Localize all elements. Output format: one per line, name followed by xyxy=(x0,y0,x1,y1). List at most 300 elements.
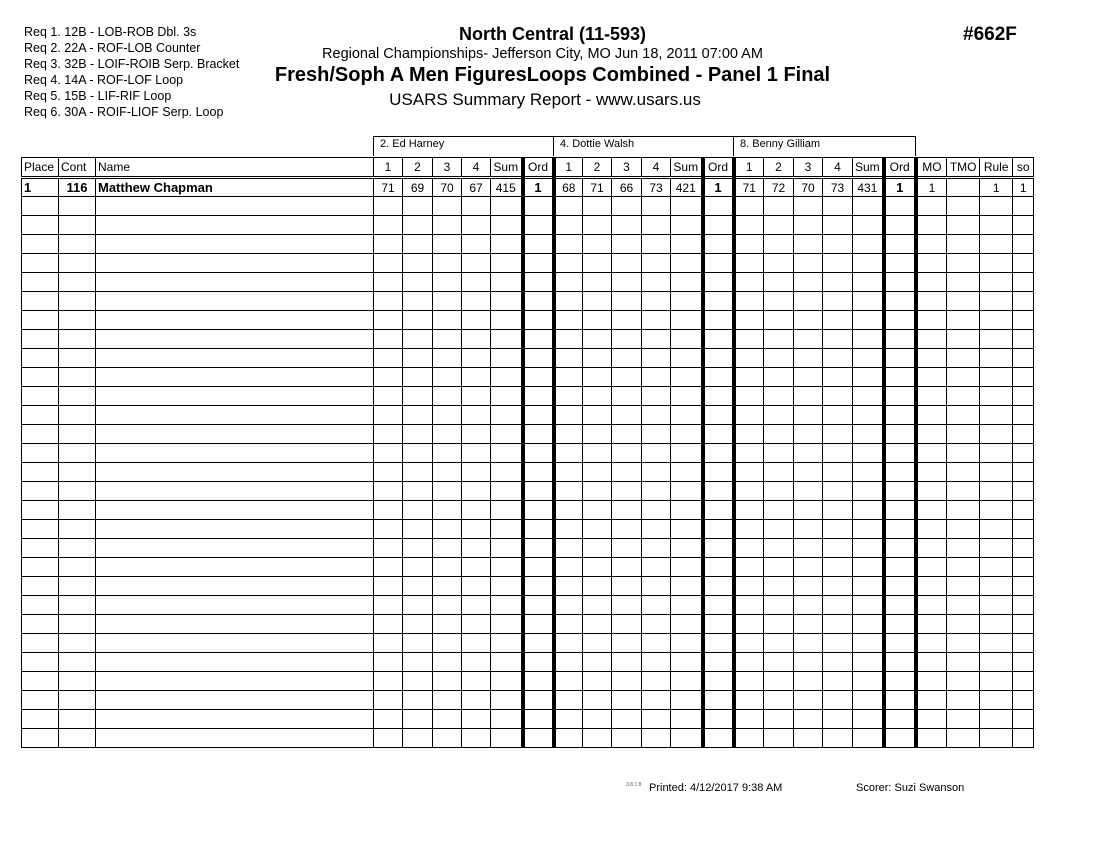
empty-cell xyxy=(96,444,374,463)
empty-cell xyxy=(433,273,462,292)
table-row xyxy=(22,482,1034,501)
empty-cell xyxy=(433,634,462,653)
empty-cell xyxy=(823,596,853,615)
empty-cell xyxy=(884,311,916,330)
empty-cell xyxy=(916,634,947,653)
empty-cell xyxy=(916,425,947,444)
empty-cell xyxy=(734,235,764,254)
empty-cell xyxy=(583,292,612,311)
empty-cell xyxy=(462,501,491,520)
empty-cell xyxy=(734,330,764,349)
empty-cell xyxy=(916,387,947,406)
empty-cell xyxy=(612,349,642,368)
empty-cell xyxy=(59,216,96,235)
empty-cell xyxy=(22,463,59,482)
empty-cell xyxy=(734,368,764,387)
judge-header-2: 4. Dottie Walsh xyxy=(553,136,734,156)
empty-cell xyxy=(980,596,1013,615)
empty-cell xyxy=(947,273,980,292)
empty-cell xyxy=(703,444,734,463)
empty-cell xyxy=(403,387,433,406)
empty-cell xyxy=(671,311,703,330)
empty-cell xyxy=(703,558,734,577)
empty-cell xyxy=(734,501,764,520)
empty-cell xyxy=(671,216,703,235)
empty-cell xyxy=(794,197,823,216)
empty-cell xyxy=(433,444,462,463)
empty-cell xyxy=(612,596,642,615)
j3-sum: 431 xyxy=(853,178,884,197)
table-row xyxy=(22,634,1034,653)
table-row xyxy=(22,254,1034,273)
empty-cell xyxy=(433,520,462,539)
empty-cell xyxy=(433,330,462,349)
empty-cell xyxy=(374,425,403,444)
empty-cell xyxy=(59,387,96,406)
empty-cell xyxy=(433,368,462,387)
table-row xyxy=(22,463,1034,482)
empty-cell xyxy=(612,368,642,387)
empty-cell xyxy=(734,729,764,748)
empty-cell xyxy=(794,634,823,653)
empty-cell xyxy=(671,425,703,444)
empty-cell xyxy=(764,615,794,634)
empty-cell xyxy=(583,634,612,653)
col-j1-ord: Ord xyxy=(523,158,554,178)
empty-cell xyxy=(947,710,980,729)
col-j2-3: 3 xyxy=(612,158,642,178)
empty-cell xyxy=(671,672,703,691)
empty-cell xyxy=(734,672,764,691)
col-j3-2: 2 xyxy=(764,158,794,178)
empty-cell xyxy=(403,254,433,273)
col-j3-1: 1 xyxy=(734,158,764,178)
empty-cell xyxy=(980,615,1013,634)
empty-cell xyxy=(523,596,554,615)
table-row xyxy=(22,539,1034,558)
empty-cell xyxy=(462,653,491,672)
empty-cell xyxy=(703,235,734,254)
empty-cell xyxy=(612,691,642,710)
empty-cell xyxy=(612,501,642,520)
empty-cell xyxy=(374,254,403,273)
empty-cell xyxy=(1013,691,1034,710)
empty-cell xyxy=(764,425,794,444)
empty-cell xyxy=(980,254,1013,273)
empty-cell xyxy=(980,729,1013,748)
table-row xyxy=(22,330,1034,349)
empty-cell xyxy=(823,444,853,463)
empty-cell xyxy=(433,311,462,330)
empty-cell xyxy=(22,615,59,634)
empty-cell xyxy=(22,634,59,653)
empty-cell xyxy=(491,596,523,615)
empty-cell xyxy=(59,425,96,444)
empty-cell xyxy=(794,577,823,596)
empty-cell xyxy=(884,729,916,748)
empty-cell xyxy=(433,691,462,710)
empty-cell xyxy=(583,425,612,444)
empty-cell xyxy=(671,634,703,653)
empty-cell xyxy=(734,406,764,425)
empty-cell xyxy=(22,596,59,615)
empty-cell xyxy=(916,235,947,254)
empty-cell xyxy=(554,311,583,330)
empty-cell xyxy=(642,539,671,558)
empty-cell xyxy=(794,463,823,482)
empty-cell xyxy=(916,330,947,349)
empty-cell xyxy=(980,634,1013,653)
col-cont: Cont xyxy=(59,158,96,178)
empty-cell xyxy=(734,615,764,634)
empty-cell xyxy=(703,463,734,482)
empty-cell xyxy=(884,539,916,558)
empty-cell xyxy=(403,235,433,254)
empty-cell xyxy=(491,520,523,539)
empty-cell xyxy=(703,520,734,539)
empty-cell xyxy=(764,501,794,520)
empty-cell xyxy=(916,254,947,273)
j2-score-4: 73 xyxy=(642,178,671,197)
empty-cell xyxy=(612,653,642,672)
table-row xyxy=(22,672,1034,691)
empty-cell xyxy=(823,463,853,482)
empty-rows xyxy=(22,197,1034,748)
rule-cell: 1 xyxy=(980,178,1013,197)
empty-cell xyxy=(884,216,916,235)
empty-cell xyxy=(853,254,884,273)
col-j2-ord: Ord xyxy=(703,158,734,178)
empty-cell xyxy=(794,501,823,520)
empty-cell xyxy=(59,672,96,691)
empty-cell xyxy=(853,520,884,539)
table-row xyxy=(22,615,1034,634)
empty-cell xyxy=(491,425,523,444)
empty-cell xyxy=(947,539,980,558)
empty-cell xyxy=(59,710,96,729)
empty-cell xyxy=(980,330,1013,349)
empty-cell xyxy=(884,368,916,387)
empty-cell xyxy=(96,539,374,558)
empty-cell xyxy=(794,596,823,615)
empty-cell xyxy=(884,254,916,273)
empty-cell xyxy=(947,615,980,634)
empty-cell xyxy=(794,672,823,691)
empty-cell xyxy=(612,235,642,254)
empty-cell xyxy=(703,672,734,691)
empty-cell xyxy=(980,273,1013,292)
empty-cell xyxy=(374,349,403,368)
empty-cell xyxy=(554,520,583,539)
empty-cell xyxy=(433,539,462,558)
empty-cell xyxy=(884,235,916,254)
empty-cell xyxy=(59,558,96,577)
empty-cell xyxy=(980,311,1013,330)
empty-cell xyxy=(853,710,884,729)
empty-cell xyxy=(612,216,642,235)
empty-cell xyxy=(403,558,433,577)
empty-cell xyxy=(703,406,734,425)
empty-cell xyxy=(947,425,980,444)
empty-cell xyxy=(947,235,980,254)
j2-score-1: 68 xyxy=(554,178,583,197)
empty-cell xyxy=(734,292,764,311)
empty-cell xyxy=(583,330,612,349)
j1-score-4: 67 xyxy=(462,178,491,197)
empty-cell xyxy=(642,216,671,235)
empty-cell xyxy=(947,482,980,501)
empty-cell xyxy=(884,672,916,691)
empty-cell xyxy=(403,539,433,558)
empty-cell xyxy=(1013,406,1034,425)
empty-cell xyxy=(523,634,554,653)
empty-cell xyxy=(59,520,96,539)
empty-cell xyxy=(853,368,884,387)
empty-cell xyxy=(823,273,853,292)
empty-cell xyxy=(491,216,523,235)
empty-cell xyxy=(703,596,734,615)
empty-cell xyxy=(612,520,642,539)
empty-cell xyxy=(554,501,583,520)
empty-cell xyxy=(884,349,916,368)
empty-cell xyxy=(642,330,671,349)
empty-cell xyxy=(96,292,374,311)
empty-cell xyxy=(462,216,491,235)
empty-cell xyxy=(374,330,403,349)
table-row xyxy=(22,501,1034,520)
empty-cell xyxy=(491,634,523,653)
empty-cell xyxy=(764,539,794,558)
empty-cell xyxy=(853,387,884,406)
empty-cell xyxy=(523,577,554,596)
empty-cell xyxy=(703,368,734,387)
empty-cell xyxy=(59,539,96,558)
empty-cell xyxy=(764,520,794,539)
empty-cell xyxy=(947,197,980,216)
empty-cell xyxy=(612,273,642,292)
empty-cell xyxy=(22,387,59,406)
empty-cell xyxy=(1013,387,1034,406)
empty-cell xyxy=(916,691,947,710)
empty-cell xyxy=(764,444,794,463)
empty-cell xyxy=(523,482,554,501)
empty-cell xyxy=(884,501,916,520)
empty-cell xyxy=(764,577,794,596)
empty-cell xyxy=(59,292,96,311)
empty-cell xyxy=(462,596,491,615)
empty-cell xyxy=(491,311,523,330)
empty-cell xyxy=(916,216,947,235)
empty-cell xyxy=(583,254,612,273)
empty-cell xyxy=(554,273,583,292)
table-row xyxy=(22,311,1034,330)
empty-cell xyxy=(916,539,947,558)
empty-cell xyxy=(823,235,853,254)
col-place: Place xyxy=(22,158,59,178)
empty-cell xyxy=(947,254,980,273)
empty-cell xyxy=(462,349,491,368)
empty-cell xyxy=(734,577,764,596)
empty-cell xyxy=(671,444,703,463)
empty-cell xyxy=(22,425,59,444)
empty-cell xyxy=(403,216,433,235)
j2-score-2: 71 xyxy=(583,178,612,197)
empty-cell xyxy=(22,406,59,425)
empty-cell xyxy=(764,653,794,672)
empty-cell xyxy=(734,710,764,729)
empty-cell xyxy=(642,691,671,710)
col-tmo: TMO xyxy=(947,158,980,178)
empty-cell xyxy=(884,330,916,349)
empty-cell xyxy=(96,273,374,292)
empty-cell xyxy=(853,463,884,482)
col-j3-ord: Ord xyxy=(884,158,916,178)
empty-cell xyxy=(554,216,583,235)
empty-cell xyxy=(583,558,612,577)
empty-cell xyxy=(764,330,794,349)
empty-cell xyxy=(947,501,980,520)
empty-cell xyxy=(59,406,96,425)
empty-cell xyxy=(823,653,853,672)
empty-cell xyxy=(523,311,554,330)
empty-cell xyxy=(583,235,612,254)
empty-cell xyxy=(703,197,734,216)
empty-cell xyxy=(853,349,884,368)
empty-cell xyxy=(947,216,980,235)
empty-cell xyxy=(374,311,403,330)
empty-cell xyxy=(1013,596,1034,615)
empty-cell xyxy=(794,425,823,444)
empty-cell xyxy=(433,387,462,406)
empty-cell xyxy=(96,672,374,691)
empty-cell xyxy=(462,577,491,596)
mo-cell: 1 xyxy=(916,178,947,197)
empty-cell xyxy=(403,197,433,216)
table-row xyxy=(22,216,1034,235)
empty-cell xyxy=(823,577,853,596)
empty-cell xyxy=(703,691,734,710)
empty-cell xyxy=(916,349,947,368)
empty-cell xyxy=(462,387,491,406)
empty-cell xyxy=(59,349,96,368)
empty-cell xyxy=(947,596,980,615)
empty-cell xyxy=(403,653,433,672)
event-number: #662F xyxy=(963,24,1017,45)
empty-cell xyxy=(374,292,403,311)
empty-cell xyxy=(823,311,853,330)
empty-cell xyxy=(642,501,671,520)
empty-cell xyxy=(22,197,59,216)
empty-cell xyxy=(703,216,734,235)
empty-cell xyxy=(671,596,703,615)
empty-cell xyxy=(462,615,491,634)
empty-cell xyxy=(583,482,612,501)
empty-cell xyxy=(374,482,403,501)
empty-cell xyxy=(980,539,1013,558)
empty-cell xyxy=(583,596,612,615)
empty-cell xyxy=(1013,729,1034,748)
empty-cell xyxy=(491,292,523,311)
empty-cell xyxy=(491,501,523,520)
empty-cell xyxy=(853,691,884,710)
empty-cell xyxy=(59,463,96,482)
empty-cell xyxy=(523,216,554,235)
empty-cell xyxy=(462,235,491,254)
empty-cell xyxy=(612,615,642,634)
col-j3-4: 4 xyxy=(823,158,853,178)
empty-cell xyxy=(523,729,554,748)
empty-cell xyxy=(554,710,583,729)
empty-cell xyxy=(1013,653,1034,672)
empty-cell xyxy=(491,615,523,634)
empty-cell xyxy=(462,254,491,273)
empty-cell xyxy=(1013,501,1034,520)
empty-cell xyxy=(523,387,554,406)
empty-cell xyxy=(671,197,703,216)
empty-cell xyxy=(671,273,703,292)
j2-ord: 1 xyxy=(703,178,734,197)
empty-cell xyxy=(884,197,916,216)
empty-cell xyxy=(374,273,403,292)
empty-cell xyxy=(980,653,1013,672)
empty-cell xyxy=(823,349,853,368)
empty-cell xyxy=(612,444,642,463)
empty-cell xyxy=(794,520,823,539)
empty-cell xyxy=(554,539,583,558)
empty-cell xyxy=(403,729,433,748)
empty-cell xyxy=(734,539,764,558)
col-j1-3: 3 xyxy=(433,158,462,178)
empty-cell xyxy=(96,596,374,615)
empty-cell xyxy=(523,349,554,368)
col-j2-2: 2 xyxy=(583,158,612,178)
empty-cell xyxy=(523,653,554,672)
empty-cell xyxy=(642,463,671,482)
empty-cell xyxy=(96,710,374,729)
empty-cell xyxy=(523,672,554,691)
empty-cell xyxy=(764,368,794,387)
empty-cell xyxy=(916,729,947,748)
empty-cell xyxy=(403,349,433,368)
empty-cell xyxy=(916,596,947,615)
empty-cell xyxy=(703,615,734,634)
empty-cell xyxy=(403,691,433,710)
empty-cell xyxy=(96,520,374,539)
empty-cell xyxy=(980,501,1013,520)
empty-cell xyxy=(22,501,59,520)
empty-cell xyxy=(612,634,642,653)
empty-cell xyxy=(523,273,554,292)
empty-cell xyxy=(671,653,703,672)
empty-cell xyxy=(1013,634,1034,653)
empty-cell xyxy=(523,330,554,349)
empty-cell xyxy=(462,406,491,425)
empty-cell xyxy=(823,482,853,501)
empty-cell xyxy=(703,273,734,292)
empty-cell xyxy=(734,691,764,710)
empty-cell xyxy=(884,634,916,653)
empty-cell xyxy=(433,406,462,425)
empty-cell xyxy=(433,615,462,634)
empty-cell xyxy=(59,235,96,254)
requirement-6: Req 6. 30A - ROIF-LIOF Serp. Loop xyxy=(24,105,224,119)
table-row xyxy=(22,292,1034,311)
empty-cell xyxy=(853,273,884,292)
empty-cell xyxy=(403,520,433,539)
empty-cell xyxy=(523,691,554,710)
empty-cell xyxy=(583,273,612,292)
empty-cell xyxy=(523,501,554,520)
